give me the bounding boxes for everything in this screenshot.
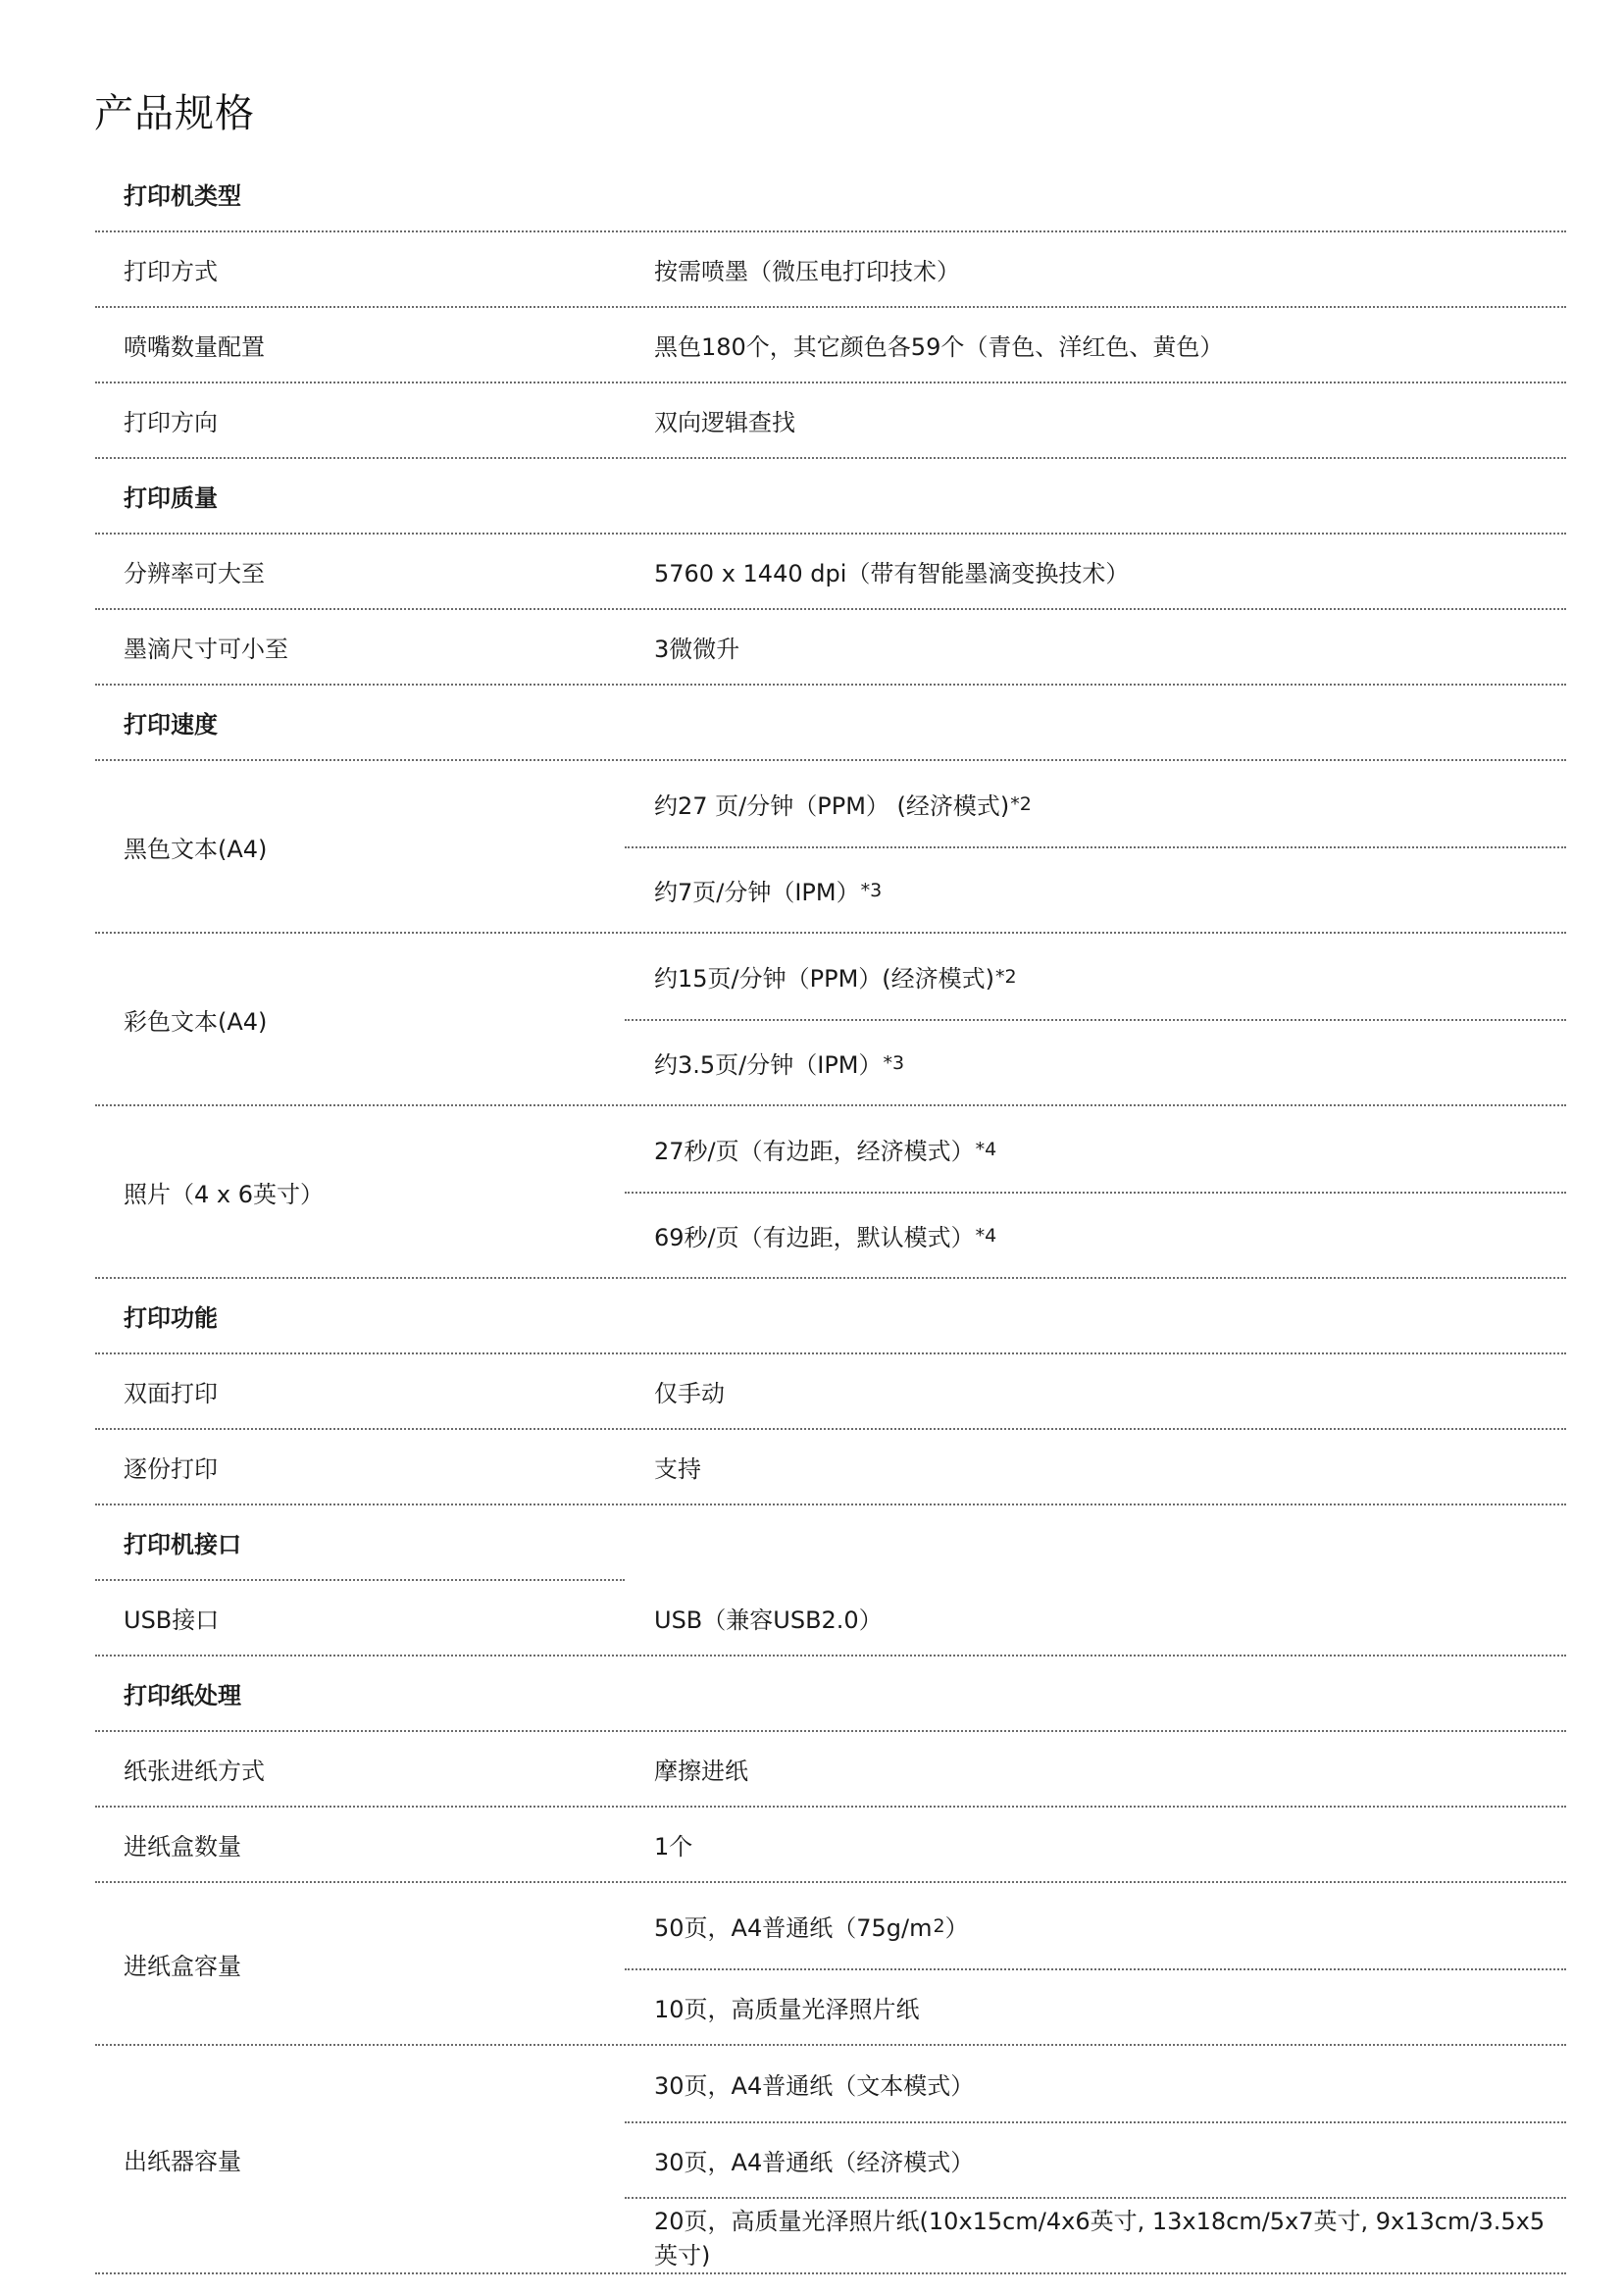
spec-label: 纸张进纸方式 [124,1758,265,1785]
spec-row-collate [95,1430,1566,1505]
spec-label: 打印方式 [124,258,218,285]
spec-row-black-text [95,761,1566,934]
spec-row-color-text [95,934,1566,1106]
spec-value: 摩擦进纸 [654,1758,748,1785]
section-heading: 打印速度 [124,711,218,739]
section-heading: 打印机类型 [124,182,241,210]
spec-label: 进纸盒数量 [124,1833,241,1861]
spec-row-tray-capacity [95,1883,1566,2046]
section-heading: 打印功能 [124,1304,218,1332]
spec-value: 5760 x 1440 dpi（带有智能墨滴变换技术） [654,560,1130,587]
spec-value: 30页，A4普通纸（文本模式） [654,2072,975,2100]
spec-value: 20页，高质量光泽照片纸(10x15cm/4x6英寸, 13x18cm/5x7英寸, 9x13cm/3.5x5英寸) [625,2197,1566,2272]
spec-table [95,157,1566,2274]
spec-value: 30页，A4普通纸（经济模式） [625,2121,1566,2197]
spec-value: 仅手动 [654,1380,725,1407]
spec-label: 喷嘴数量配置 [124,333,265,361]
spec-label: 彩色文本(A4) [124,1007,268,1036]
page-title: 产品规格 [94,91,255,136]
spec-label: 逐份打印 [124,1455,218,1483]
spec-value: 约7页/分钟（IPM） *3 [625,846,1566,932]
spec-value: 双向逻辑查找 [654,409,795,436]
spec-value: 27秒/页（有边距，经济模式） *4 [654,1138,997,1165]
spec-value: USB（兼容USB2.0） [654,1606,883,1634]
spec-value: 69秒/页（有边距，默认模式） *4 [625,1192,1566,1277]
section-heading: 打印机接口 [95,1505,625,1581]
spec-value: 1个 [654,1833,693,1861]
spec-row-tray-count [95,1808,1566,1883]
spec-label: 黑色文本(A4) [124,835,268,863]
spec-row-print-method [95,232,1566,308]
section-interface [95,1505,1566,1581]
spec-value: 黑色180个，其它颜色各59个（青色、洋红色、黄色） [654,333,1224,361]
spec-label: 墨滴尺寸可小至 [124,636,288,663]
spec-value: 按需喷墨（微压电打印技术） [654,258,960,285]
spec-value: 支持 [654,1455,701,1483]
section-print-speed [95,686,1566,761]
spec-value: 10页，高质量光泽照片纸 [625,1968,1566,2044]
section-paper-handling [95,1657,1566,1732]
spec-row-feed-method [95,1732,1566,1808]
spec-label: 照片（4 x 6英寸） [124,1180,324,1208]
spec-label: 打印方向 [124,409,218,436]
spec-row-duplex [95,1354,1566,1430]
section-heading: 打印纸处理 [124,1682,241,1709]
section-heading: 打印质量 [124,484,218,512]
spec-row-resolution [95,535,1566,610]
spec-value: 3微微升 [654,636,740,663]
section-print-quality [95,459,1566,535]
spec-row-droplet-size [95,610,1566,686]
spec-value: 约27 页/分钟（PPM） (经济模式) *2 [654,792,1032,820]
section-print-functions [95,1279,1566,1354]
spec-label: USB接口 [124,1606,220,1634]
spec-row-usb [95,1581,1566,1657]
section-printer-type [95,157,1566,232]
spec-value: 约15页/分钟（PPM）(经济模式) *2 [654,965,1017,993]
spec-value: 50页，A4普通纸（75g/m 2 ） [654,1914,969,1942]
spec-row-nozzle-config [95,308,1566,383]
spec-row-photo [95,1106,1566,1279]
spec-value: 约3.5页/分钟（IPM） *3 [625,1019,1566,1104]
spec-label: 进纸盒容量 [124,1952,241,1980]
spec-row-print-direction [95,383,1566,459]
spec-label: 双面打印 [124,1380,218,1407]
spec-label: 分辨率可大至 [124,560,265,587]
spec-label: 出纸器容量 [124,2148,241,2175]
spec-row-output-capacity [95,2046,1566,2274]
